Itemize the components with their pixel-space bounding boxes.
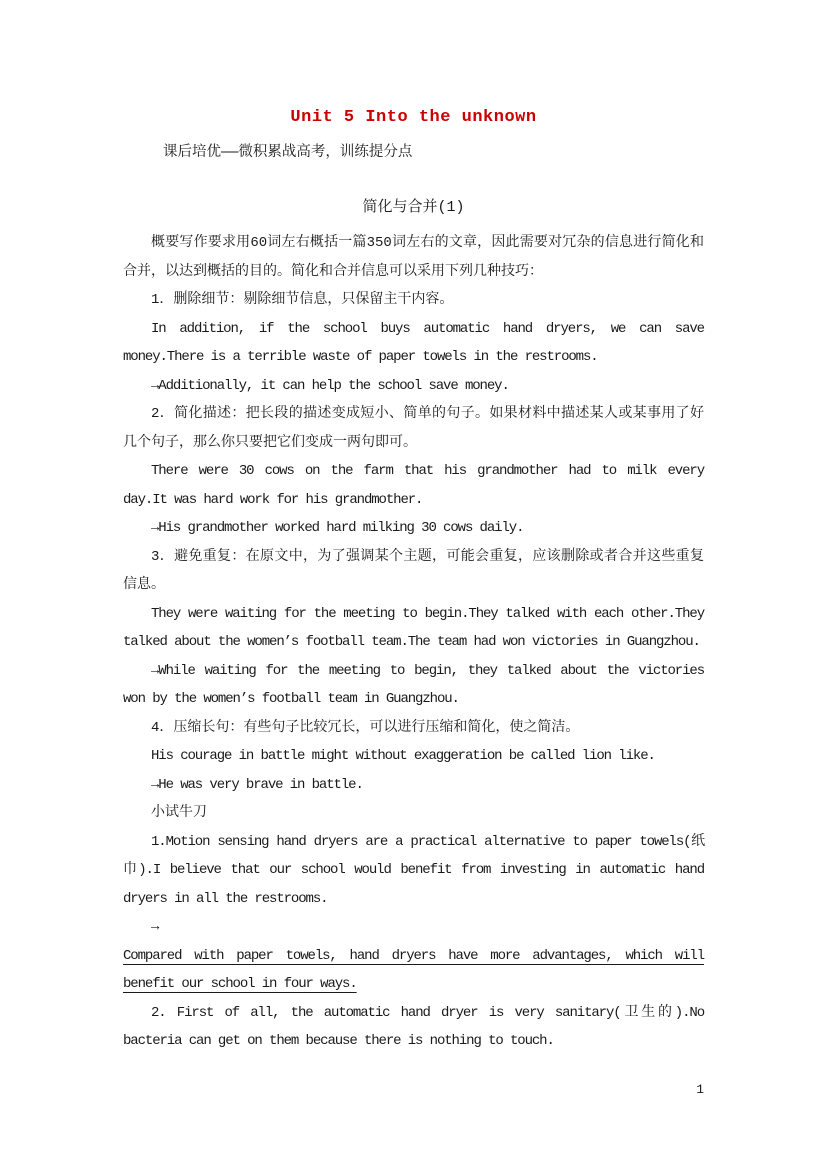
section-heading: 简化与合并(1) bbox=[362, 199, 465, 216]
paragraph-arrow: →Additionally, it can help the school save money. bbox=[151, 377, 509, 394]
paragraph-exercise: 1.Motion sensing hand dryers are a practical alternative to paper towels(纸巾).I believe that our school would benefit from investing in automatic hand dryers in all the restrooms. bbox=[123, 833, 704, 907]
paragraph-example: In addition, if the school buys automatic hand dryers, we can save money.There is a terrible waste of paper towels in the restrooms. bbox=[123, 320, 704, 365]
document-content bbox=[123, 106, 704, 1056]
page-number: 1 bbox=[696, 1082, 704, 1097]
paragraph-exercise: 2. First of all, the automatic hand dryer is very sanitary(卫生的).No bacteria can get on them because there is nothing to touch. bbox=[123, 1004, 704, 1049]
paragraph-numbered: 3．避免重复：在原文中，为了强调某个主题，可能会重复，应该删除或者合并这些重复信息。 bbox=[123, 548, 704, 593]
paragraph-subheading: 小试牛刀 bbox=[151, 805, 207, 821]
paragraph-arrow: →While waiting for the meeting to begin, they talked about the victories won by the women’s football team in Guangzhou. bbox=[123, 662, 704, 707]
paragraphs bbox=[123, 229, 704, 1056]
paragraph-arrow: →His grandmother worked hard milking 30 cows daily. bbox=[151, 520, 524, 536]
page-title: Unit 5 Into the unknown bbox=[290, 108, 537, 127]
paragraph-intro: 概要写作要求用60词左右概括一篇350词左右的文章，因此需要对冗杂的信息进行简化和合并，以达到概括的目的。简化和合并信息可以采用下列几种技巧： bbox=[123, 235, 704, 280]
paragraph-numbered: 1．删除细节：剔除细节信息，只保留主干内容。 bbox=[151, 292, 454, 308]
paragraph-answer: Compared with paper towels, hand dryers have more advantages, which will benefit our school in four ways. bbox=[123, 947, 704, 992]
paragraph-example: His courage in battle might without exaggeration be called lion like. bbox=[151, 748, 655, 764]
paragraph-arrow: →He was very brave in battle. bbox=[151, 776, 363, 793]
subtitle: 课后培优——微积累战高考，训练提分点 bbox=[163, 145, 413, 161]
paragraph-arrow: → bbox=[151, 919, 159, 935]
paragraph-numbered: 4．压缩长句：有些句子比较冗长，可以进行压缩和简化，使之简洁。 bbox=[151, 719, 580, 736]
paragraph-numbered: 2．简化描述：把长段的描述变成短小、简单的句子。如果材料中描述某人或某事用了好几个句子，那么你只要把它们变成一两句即可。 bbox=[123, 406, 704, 451]
paragraph-example: There were 30 cows on the farm that his grandmother had to milk every day.It was hard work for his grandmother. bbox=[123, 463, 704, 508]
paragraph-example: They were waiting for the meeting to begin.They talked with each other.They talked about the women’s football team.The team had won victories in Guangzhou. bbox=[123, 605, 704, 650]
